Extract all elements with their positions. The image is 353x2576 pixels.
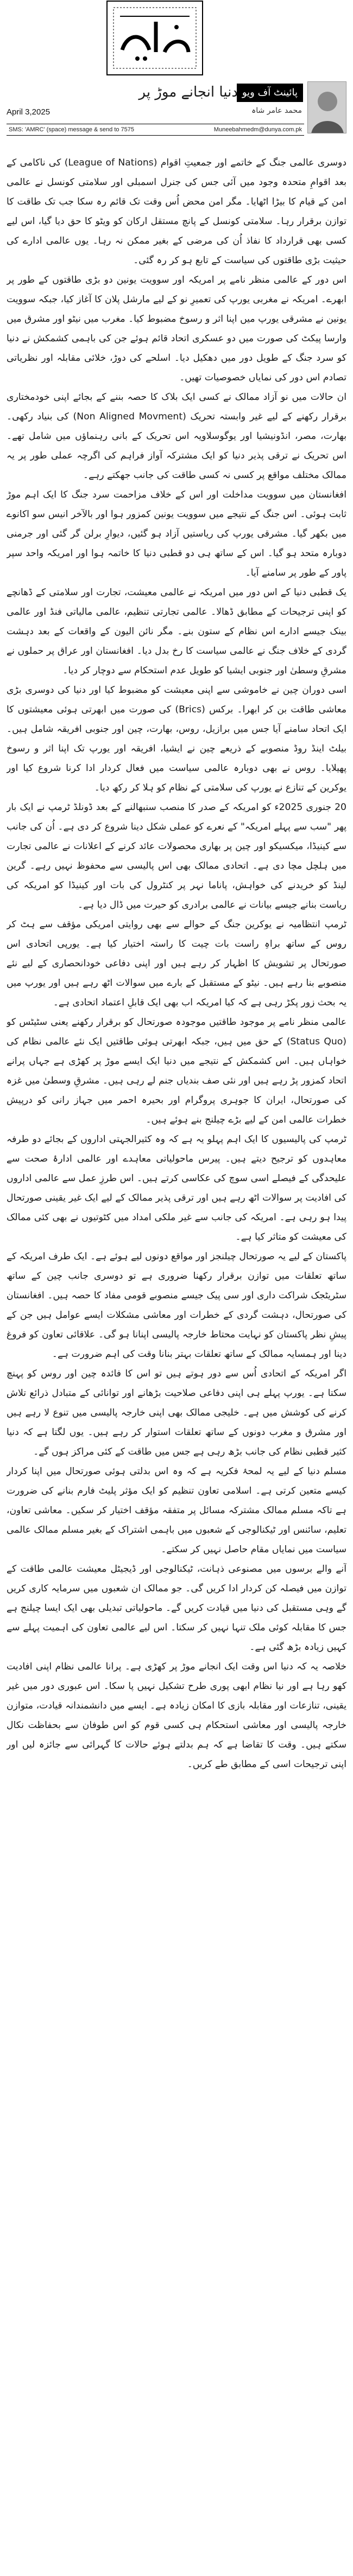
article-body [7, 153, 346, 2567]
article-paragraph: ٹرمپ انتظامیہ نے یوکرین جنگ کے حوالے سے بھی روایتی امریکی مؤقف سے ہٹ کر روس کے ساتھ براہِ راست بات چیت کا راستہ اختیار کیا ہے۔ یورپی اتحادی اس صورتحال پر تشویش کا اظہار کر رہے ہیں اور اپنی دفاعی خودانحصاری کے لیے نئے منصوبے بنا رہے ہیں۔ نیٹو کے مستقبل کے بارے میں سوالات اٹھ رہے ہیں اور یورپ میں یہ بحث زور پکڑ رہی ہے کہ کیا امریکہ اب بھی ایک قابلِ اعتماد اتحادی ہے۔ [7, 919, 346, 1008]
logo-dot-2 [143, 56, 147, 61]
article-paragraph: پاکستان کے لیے یہ صورتحال چیلنجز اور مواقع دونوں لیے ہوئے ہے۔ ایک طرف امریکہ کے ساتھ تعلقات میں توازن برقرار رکھنا ضروری ہے تو دوسری جانب چین کے ساتھ سٹریٹجک شراکت داری اور سی پیک جیسے منصوبے قومی مفاد کا حصہ ہیں۔ افغانستان کی صورتحال، دہشت گردی کے خطرات اور معاشی مشکلات ایسے عوامل ہیں جن کے پیشِ نظر پاکستان کو نہایت محتاط خارجہ پالیسی اپنانا ہو گی۔ علاقائی تعاون کو فروغ دینا اور ہمسایہ ممالک کے ساتھ تعلقات بہتر بنانا وقت کی اہم ضرورت ہے۔ [7, 1251, 346, 1360]
author-byline: محمد عامر شاہ [251, 106, 302, 115]
article-paragraph: یک قطبی دنیا کے اس دور میں امریکہ نے عالمی معیشت، تجارت اور سلامتی کے ڈھانچے کو اپنی ترجیحات کے مطابق ڈھالا۔ عالمی تجارتی تنظیم، عالمی مالیاتی فنڈ اور عالمی بینک جیسے ادارے اس نظام کے ستون بنے۔ مگر نائن الیون کے واقعات کے بعد دہشت گردی کے خلاف جنگ نے عالمی سیاست کا رخ بدل دیا۔ افغانستان اور عراق پر حملوں نے مشرقِ وسطیٰ اور جنوبی ایشیا کو طویل عدم استحکام سے دوچار کر دیا۔ [7, 587, 346, 676]
sms-instructions: SMS: 'AMRC' (space) message & send to 7575 [9, 126, 135, 133]
column-name-badge: پائینٹ آف ویو [237, 84, 303, 102]
column-title: دنیا انجانے موڑ پر [138, 84, 238, 100]
article-paragraph: 20 جنوری 2025ء کو امریکہ کے صدر کا منصب سنبھالنے کے بعد ڈونلڈ ٹرمپ نے ایک بار پھر "سب سے پہلے امریکہ" کے نعرے کو عملی شکل دینا شروع کر دی ہے۔ اُن کی جانب سے کینیڈا، میکسیکو اور چین پر بھاری محصولات عائد کرنے کے اعلانات نے عالمی تجارت میں ہلچل مچا دی ہے۔ اتحادی ممالک بھی اس پالیسی سے محفوظ نہیں رہے۔ گرین لینڈ کو خریدنے کی خواہش، پاناما نہر پر کنٹرول کی بات اور کینیڈا کو امریکہ کی ریاست بنانے جیسے بیانات نے عالمی برادری کو حیرت میں ڈال دیا ہے۔ [7, 802, 346, 910]
column-header [7, 81, 346, 146]
article-paragraph: عالمی منظر نامے پر موجود طاقتیں موجودہ صورتحال کو برقرار رکھنے یعنی سٹیٹس کو (Status Quo) کے حق میں ہیں، جبکہ ابھرتی ہوئی طاقتیں ایک نئے عالمی نظام کی خواہاں ہیں۔ اس کشمکش کے نتیجے میں دنیا ایک ایسے موڑ پر کھڑی ہے جہاں پرانے اتحاد کمزور پڑ رہے ہیں اور نئی صف بندیاں جنم لے رہی ہیں۔ مشرقِ وسطیٰ میں غزہ کی صورتحال، ایران کا جوہری پروگرام اور بحیرہ احمر میں جہاز رانی کو درپیش خطرات عالمی امن کے لیے بڑے چیلنج بنے ہوئے ہیں۔ [7, 1017, 346, 1125]
portrait-graphic [308, 82, 346, 133]
logo-dot-3 [174, 25, 179, 29]
author-portrait [307, 81, 346, 133]
masthead-logo [106, 0, 204, 76]
article-paragraph: مسلم دنیا کے لیے یہ لمحۂ فکریہ ہے کہ وہ اس بدلتی ہوئی صورتحال میں اپنا کردار کیسے متعین کرتی ہے۔ اسلامی تعاون تنظیم کو ایک مؤثر پلیٹ فارم بنانے کی ضرورت ہے تاکہ مسلم ممالک مشترکہ مسائل پر متفقہ مؤقف اختیار کر سکیں۔ معاشی تعاون، تعلیم، سائنس اور ٹیکنالوجی کے شعبوں میں باہمی اشتراک کے بغیر مسلم ممالک عالمی سیاست میں نمایاں مقام حاصل نہیں کر سکتے۔ [7, 1466, 346, 1555]
article-paragraph: اگر امریکہ کے اتحادی اُس سے دور ہوتے ہیں تو اس کا فائدہ چین اور روس کو پہنچ سکتا ہے۔ یورپ پہلے ہی اپنی دفاعی صلاحیت بڑھانے اور توانائی کے متبادل ذرائع تلاش کرنے کی کوشش میں ہے۔ خلیجی ممالک بھی اپنی خارجہ پالیسی میں تنوع لا رہے ہیں اور مشرق و مغرب دونوں کے ساتھ تعلقات استوار کر رہے ہیں۔ یوں لگتا ہے کہ دنیا کثیر قطبی نظام کی جانب بڑھ رہی ہے جس میں طاقت کے کئی مراکز ہوں گے۔ [7, 1368, 346, 1457]
article-paragraph: آنے والے برسوں میں مصنوعی ذہانت، ٹیکنالوجی اور ڈیجیٹل معیشت عالمی طاقت کے توازن میں فیصلہ کن کردار ادا کریں گی۔ جو ممالک ان شعبوں میں سرمایہ کاری کریں گے وہی مستقبل کی دنیا میں قیادت کریں گے۔ ماحولیاتی تبدیلی بھی ایک ایسا چیلنج ہے جس کا مقابلہ کوئی ملک تنہا نہیں کر سکتا۔ اس لیے عالمی تعاون کی اہمیت پہلے سے کہیں زیادہ بڑھ گئی ہے۔ [7, 1564, 346, 1653]
article-paragraph: اسی دوران چین نے خاموشی سے اپنی معیشت کو مضبوط کیا اور دنیا کی دوسری بڑی معاشی طاقت بن کر ابھرا۔ برکس (Brics) کی صورت میں ابھرتی ہوئی معیشتوں کا ایک اتحاد سامنے آیا جس میں برازیل، روس، بھارت، چین اور جنوبی افریقہ شامل ہیں۔ بیلٹ اینڈ روڈ منصوبے کے ذریعے چین نے ایشیا، افریقہ اور یورپ تک اپنا اثر و رسوخ پھیلایا۔ روس نے بھی دوبارہ عالمی سیاست میں فعال کردار ادا کرنا شروع کیا اور یوکرین کے تنازع نے یورپ کی سلامتی کے نظام کو ہلا کر رکھ دیا۔ [7, 685, 346, 793]
article-paragraph: خلاصہ یہ کہ دنیا اس وقت ایک انجانے موڑ پر کھڑی ہے۔ پرانا عالمی نظام اپنی افادیت کھو رہا ہے اور نیا نظام ابھی پوری طرح تشکیل نہیں پا سکا۔ اس عبوری دور میں غیر یقینی، تنازعات اور مقابلہ بازی کا امکان زیادہ ہے۔ ایسے میں دانشمندانہ قیادت، متوازن خارجہ پالیسی اور معاشی استحکام ہی کسی قوم کو اس طوفان سے بحفاظت نکال سکتے ہیں۔ وقت کا تقاضا ہے کہ ہم بدلتے ہوئے حالات کا گہرائی سے جائزہ لیں اور اپنی ترجیحات اسی کے مطابق طے کریں۔ [7, 1661, 346, 1770]
article-paragraph: افغانستان میں سوویت مداخلت اور اس کے خلاف مزاحمت سرد جنگ کا ایک اہم موڑ ثابت ہوئی۔ اس جنگ کے نتیجے میں سوویت یونین کمزور ہوا اور بالآخر انیس سو اکانوے میں بکھر گیا۔ مشرقی یورپ کی ریاستیں آزاد ہو گئیں، دیوارِ برلن گر گئی اور جرمنی دوبارہ متحد ہو گیا۔ اس کے ساتھ ہی دو قطبی دنیا کا خاتمہ ہوا اور امریکہ واحد سپر پاور کے طور پر سامنے آیا۔ [7, 489, 346, 578]
logo-graphic [106, 0, 204, 76]
article-paragraph: اس دور کے عالمی منظر نامے پر امریکہ اور سوویت یونین دو بڑی طاقتوں کے طور پر ابھرے۔ امریکہ نے مغربی یورپ کی تعمیرِ نو کے لیے مارشل پلان کا آغاز کیا، جبکہ سوویت یونین نے مشرقی یورپ میں اپنا اثر و رسوخ مضبوط کیا۔ مغرب میں نیٹو اور مشرق میں وارسا پیکٹ کی صورت میں دو عسکری اتحاد قائم ہوئے جن کی باہمی کشمکش نے دنیا کو سرد جنگ کے طویل دور میں دھکیل دیا۔ اسلحے کی دوڑ، خلائی مقابلہ اور نظریاتی تصادم اس دور کی نمایاں خصوصیات تھیں۔ [7, 275, 346, 383]
article-paragraph: ٹرمپ کی پالیسیوں کا ایک اہم پہلو یہ ہے کہ وہ کثیرالجہتی اداروں کے بجائے دو طرفہ معاہدوں کو ترجیح دیتے ہیں۔ پیرس ماحولیاتی معاہدے اور عالمی ادارۂ صحت سے علیحدگی کے فیصلے اسی سوچ کی عکاسی کرتے ہیں۔ اس طرزِ عمل سے عالمی اداروں کی افادیت پر سوالات اٹھ رہے ہیں اور ترقی پذیر ممالک کے لیے ایک غیر یقینی صورتحال پیدا ہو رہی ہے۔ امریکہ کی جانب سے غیر ملکی امداد میں کٹوتیوں نے بھی کئی ممالک کی معیشت کو متاثر کیا ہے۔ [7, 1134, 346, 1242]
article-paragraph: دوسری عالمی جنگ کے خاتمے اور جمعیتِ اقوام (League of Nations) کی ناکامی کے بعد اقوامِ متحدہ وجود میں آئی جس کی جنرل اسمبلی اور سلامتی کونسل نے عالمی امن کے قیام کا بیڑا اٹھایا۔ مگر امن محض اُس وقت تک قائم رہ سکا جب تک طاقت کا توازن برقرار رہا۔ سلامتی کونسل کے پانچ مستقل ارکان کو ویٹو کا حق دیا گیا، اس لیے کسی بھی قرارداد کا نفاذ اُن کی مرضی کے بغیر ممکن نہ رہا۔ یوں عالمی ادارے کی حیثیت بڑی طاقتوں کی سیاست کے تابع ہو کر رہ گئی۔ [7, 157, 346, 266]
publish-date: April 3,2025 [7, 107, 51, 117]
author-email[interactable]: Muneebahmedm@dunya.com.pk [213, 126, 302, 133]
contact-row [7, 124, 304, 136]
article-paragraph: ان حالات میں نو آزاد ممالک نے کسی ایک بلاک کا حصہ بننے کے بجائے اپنی خودمختاری برقرار رکھنے کے لیے غیر وابستہ تحریک (Non Aligned Movment) کی بنیاد رکھی۔ بھارت، مصر، انڈونیشیا اور یوگوسلاویہ اس تحریک کے بانی رہنماؤں میں شامل تھے۔ اس تحریک نے ترقی پذیر دنیا کو ایک مشترکہ آواز فراہم کی اگرچہ عملی طور پر یہ ممالک مختلف مواقع پر کسی نہ کسی طاقت کی جانب جھکتے رہے۔ [7, 392, 346, 481]
logo-dot-1 [135, 56, 140, 61]
